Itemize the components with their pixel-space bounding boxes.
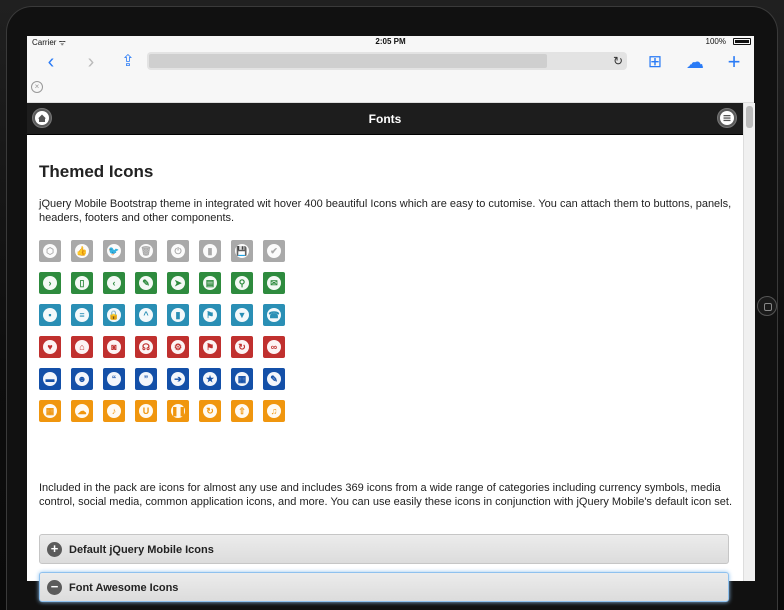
themed-icon-tile[interactable]: [71, 400, 93, 422]
glyph-icon: “: [107, 372, 121, 386]
glyph-icon: ⇧: [235, 404, 249, 418]
glyph-icon: ☁: [75, 404, 89, 418]
themed-icon-tile[interactable]: [167, 368, 189, 390]
glyph-icon: ➤: [171, 276, 185, 290]
themed-icon-tile[interactable]: [135, 240, 157, 262]
home-button[interactable]: [757, 296, 777, 316]
glyph-icon: ⌂: [75, 340, 89, 354]
themed-icon-tile[interactable]: [167, 400, 189, 422]
themed-icon-tile[interactable]: [103, 304, 125, 326]
glyph-icon: ☻: [75, 372, 89, 386]
glyph-icon: ↻: [203, 404, 217, 418]
glyph-icon: ▦: [43, 404, 57, 418]
glyph-icon: ∞: [267, 340, 281, 354]
themed-icon-tile[interactable]: [103, 368, 125, 390]
themed-icon-tile[interactable]: [231, 336, 253, 358]
glyph-icon: 🗑: [140, 246, 152, 256]
collapsible-default-icons[interactable]: [39, 534, 729, 564]
status-bar: [27, 36, 754, 48]
glyph-icon: ▼: [235, 308, 249, 322]
glyph-icon: ➔: [171, 372, 185, 386]
forward-icon[interactable]: ›: [87, 51, 95, 73]
glyph-icon: ▦: [235, 372, 249, 386]
themed-icon-tile[interactable]: [71, 368, 93, 390]
themed-icon-tile[interactable]: [103, 240, 125, 262]
themed-icon-tile[interactable]: [167, 240, 189, 262]
glyph-icon: ▯: [75, 276, 89, 290]
glyph-icon: ▮: [171, 308, 185, 322]
glyph-icon: 👍: [76, 246, 88, 256]
themed-icon-tile[interactable]: [39, 336, 61, 358]
themed-icon-tile[interactable]: [71, 272, 93, 294]
intro-paragraph: jQuery Mobile Bootstrap theme in integrated wit hover 400 beautiful Icons which are easy to cutomise. You can attach them to buttons, panels, headers, footers and other components.: [39, 198, 732, 224]
themed-icon-tile[interactable]: [263, 240, 285, 262]
page-header: [27, 103, 743, 135]
glyph-icon: ⬡: [43, 244, 57, 258]
page-content: [27, 135, 743, 594]
themed-icon-grid: [39, 240, 285, 432]
carrier-label: Carrier ᯤ: [32, 38, 66, 47]
themed-icon-tile[interactable]: [263, 368, 285, 390]
themed-icon-tile[interactable]: [199, 368, 221, 390]
reload-icon[interactable]: ↻: [612, 54, 623, 68]
glyph-icon: 🐦: [108, 246, 120, 256]
themed-icon-tile[interactable]: [135, 368, 157, 390]
header-title: Fonts: [368, 112, 402, 126]
new-tab-icon[interactable]: +: [727, 49, 741, 74]
glyph-icon: ▪: [43, 308, 57, 322]
themed-icon-tile[interactable]: [71, 336, 93, 358]
icon-row: [39, 304, 285, 326]
themed-icon-tile[interactable]: [231, 400, 253, 422]
glyph-icon: ✎: [139, 276, 153, 290]
close-tab-icon[interactable]: ×: [31, 81, 43, 93]
glyph-icon: ✔: [267, 244, 281, 258]
themed-icon-tile[interactable]: [39, 272, 61, 294]
screen: [27, 36, 754, 594]
glyph-icon: ★: [203, 372, 217, 386]
themed-icon-tile[interactable]: [103, 336, 125, 358]
themed-icon-tile[interactable]: [263, 304, 285, 326]
collapsible-label: Default jQuery Mobile Icons: [69, 544, 214, 556]
glyph-icon: 🔒: [108, 310, 120, 320]
glyph-icon: ⚑: [203, 340, 217, 354]
tab-bar: [27, 76, 754, 103]
plus-icon: +: [47, 542, 62, 557]
glyph-icon: ⚲: [235, 276, 249, 290]
themed-icon-tile[interactable]: [263, 272, 285, 294]
themed-icon-tile[interactable]: [167, 304, 189, 326]
collapsible-font-awesome-icons[interactable]: [39, 572, 729, 602]
icon-row: [39, 336, 285, 358]
glyph-icon: ☊: [139, 340, 153, 354]
themed-icon-tile[interactable]: [167, 272, 189, 294]
glyph-icon: ♥: [43, 340, 57, 354]
glyph-icon: ⚑: [203, 308, 217, 322]
themed-icon-tile[interactable]: [263, 336, 285, 358]
themed-icon-tile[interactable]: [167, 336, 189, 358]
themed-icon-tile[interactable]: [199, 240, 221, 262]
glyph-icon: ”: [139, 372, 153, 386]
themed-icon-tile[interactable]: [231, 272, 253, 294]
themed-icon-tile[interactable]: [135, 400, 157, 422]
glyph-icon: ☎: [268, 310, 280, 320]
themed-icon-tile[interactable]: [231, 304, 253, 326]
glyph-icon: ▤: [203, 276, 217, 290]
glyph-icon: ^: [139, 308, 153, 322]
themed-icon-tile[interactable]: [199, 336, 221, 358]
minus-icon: −: [47, 580, 62, 595]
battery-icon: [733, 38, 751, 45]
glyph-icon: ‹: [107, 276, 121, 290]
glyph-icon: U: [139, 404, 153, 418]
glyph-icon: ♫: [267, 404, 281, 418]
themed-icon-tile[interactable]: [199, 272, 221, 294]
themed-icon-tile[interactable]: [71, 240, 93, 262]
themed-icon-tile[interactable]: [103, 400, 125, 422]
themed-icon-tile[interactable]: [39, 304, 61, 326]
themed-icon-tile[interactable]: [135, 304, 157, 326]
glyph-icon: ✎: [267, 372, 281, 386]
themed-icon-tile[interactable]: [231, 368, 253, 390]
icon-row: [39, 240, 285, 262]
glyph-icon: ✉: [267, 276, 281, 290]
page-title: Themed Icons: [39, 162, 154, 181]
glyph-icon: ⏻: [171, 244, 185, 258]
scrollbar[interactable]: [743, 103, 755, 581]
share-icon[interactable]: ⇪: [121, 53, 135, 70]
themed-icon-tile[interactable]: [39, 400, 61, 422]
bookmarks-icon[interactable]: ⊞: [647, 52, 663, 71]
browser-toolbar: [27, 48, 754, 76]
cloud-tabs-icon[interactable]: ☁: [686, 52, 704, 72]
battery-percent: 100%: [705, 37, 726, 46]
icon-row: [39, 400, 285, 422]
back-icon[interactable]: ‹: [47, 51, 55, 73]
status-time: 2:05 PM: [375, 37, 406, 46]
glyph-icon: ›: [43, 276, 57, 290]
themed-icon-tile[interactable]: [135, 272, 157, 294]
themed-icon-tile[interactable]: [199, 400, 221, 422]
glyph-icon: 💾: [236, 246, 248, 256]
glyph-icon: ♪: [107, 404, 121, 418]
glyph-icon: ▮: [203, 244, 217, 258]
icon-row: [39, 272, 285, 294]
menu-icon[interactable]: [717, 108, 737, 128]
icon-row: [39, 368, 285, 390]
themed-icon-tile[interactable]: [263, 400, 285, 422]
url-bar[interactable]: [147, 52, 627, 70]
themed-icon-tile[interactable]: [39, 240, 61, 262]
body-paragraph: Included in the pack are icons for almost any use and includes 369 icons from a wide range of categories including currency symbols, media control, social media, common application icons, and more. You can use easily these icons in conjunction with jQuery Mobile's default icon set.: [39, 482, 733, 508]
glyph-icon: ≡: [75, 308, 89, 322]
collapsible-label: Font Awesome Icons: [69, 582, 179, 594]
glyph-icon: ❚❚: [171, 406, 187, 416]
url-text: [149, 54, 547, 68]
glyph-icon: ⚙: [171, 340, 185, 354]
themed-icon-tile[interactable]: [103, 272, 125, 294]
themed-icon-tile[interactable]: [231, 240, 253, 262]
themed-icon-tile[interactable]: [135, 336, 157, 358]
themed-icon-tile[interactable]: [71, 304, 93, 326]
scrollbar-thumb[interactable]: [746, 106, 753, 128]
themed-icon-tile[interactable]: [199, 304, 221, 326]
glyph-icon: ▬: [43, 372, 57, 386]
glyph-icon: ◙: [107, 340, 121, 354]
themed-icon-tile[interactable]: [39, 368, 61, 390]
glyph-icon: ↻: [235, 340, 249, 354]
